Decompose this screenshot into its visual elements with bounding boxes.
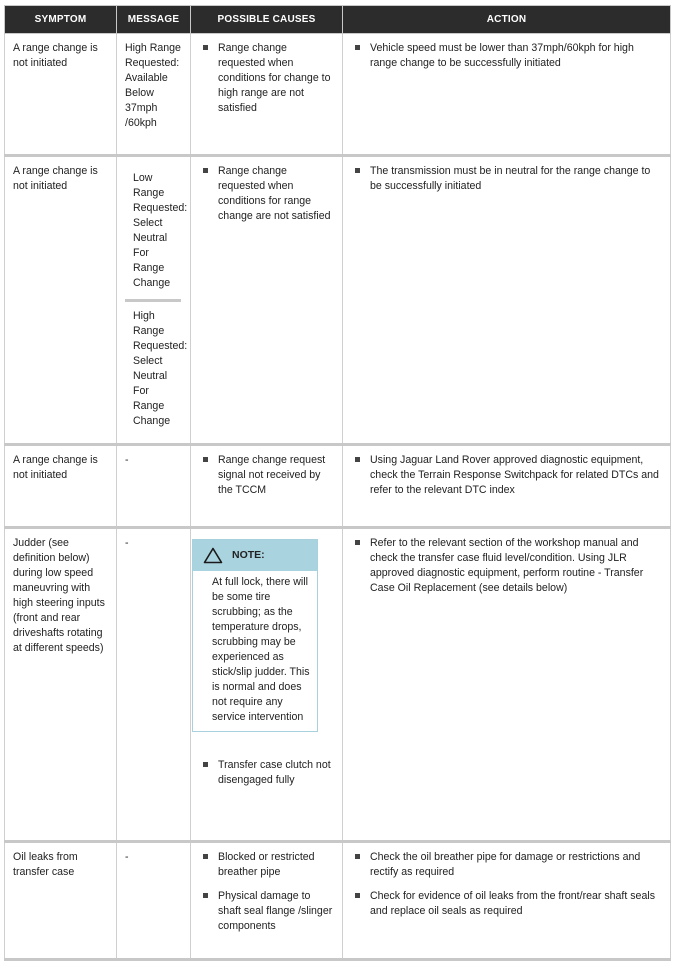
action-cell	[343, 34, 671, 156]
cause-item: Physical damage to shaft seal flange /slinger components	[199, 889, 333, 934]
cause-item: Blocked or restricted breather pipe	[199, 850, 333, 880]
cause-item: Range change request signal not received by the TCCM	[199, 453, 333, 498]
message-cell: -	[117, 842, 191, 960]
header-message: MESSAGE	[117, 6, 191, 34]
warning-triangle-icon	[203, 547, 223, 564]
cause-item: Range change requested when conditions for change to high range are not satisfied	[199, 41, 333, 116]
causes-cell	[191, 528, 343, 842]
causes-cell	[191, 156, 343, 445]
table-row	[5, 842, 671, 960]
header-possible-causes: POSSIBLE CAUSES	[191, 6, 343, 34]
header-symptom: SYMPTOM	[5, 6, 117, 34]
causes-cell	[191, 34, 343, 156]
header-action: ACTION	[343, 6, 671, 34]
message-cell: High Range Requested: Available Below 37mph /60kph	[117, 34, 191, 156]
header-row	[5, 6, 671, 34]
message-sub-high-range: High Range Requested: Select Neutral For Range Change	[125, 299, 181, 437]
symptom-cell: Judder (see definition below) during low speed maneuvring with high steering inputs (front and rear driveshafts rotating at different speeds)	[5, 528, 117, 842]
table-row	[5, 528, 671, 842]
action-cell	[343, 528, 671, 842]
symptom-cell: A range change is not initiated	[5, 445, 117, 528]
symptom-cell: Oil leaks from transfer case	[5, 842, 117, 960]
cause-item: Transfer case clutch not disengaged fully	[199, 758, 333, 788]
message-cell	[117, 156, 191, 445]
table-row	[5, 445, 671, 528]
note-box	[192, 539, 318, 732]
note-title: NOTE:	[232, 549, 265, 561]
action-item: Using Jaguar Land Rover approved diagnostic equipment, check the Terrain Response Switchpack for related DTCs and refer to the relevant DTC index	[351, 453, 661, 498]
symptom-cell: A range change is not initiated	[5, 34, 117, 156]
action-cell	[343, 156, 671, 445]
message-cell: -	[117, 445, 191, 528]
causes-cell	[191, 445, 343, 528]
causes-cell	[191, 842, 343, 960]
action-item: Check for evidence of oil leaks from the front/rear shaft seals and replace oil seals as required	[351, 889, 661, 919]
action-item: Vehicle speed must be lower than 37mph/60kph for high range change to be successfully initiated	[351, 41, 661, 71]
action-item: Check the oil breather pipe for damage or restrictions and rectify as required	[351, 850, 661, 880]
action-cell	[343, 842, 671, 960]
table-row	[5, 156, 671, 445]
note-header	[193, 540, 317, 571]
action-item: The transmission must be in neutral for the range change to be successfully initiated	[351, 164, 661, 194]
table-row	[5, 34, 671, 156]
symptom-cell: A range change is not initiated	[5, 156, 117, 445]
action-item: Refer to the relevant section of the workshop manual and check the transfer case fluid level/condition. Using JLR approved diagnostic equipment, perform routine - Transfer Case Oil Replacement (see details below)	[351, 536, 661, 596]
message-sub-low-range: Low Range Requested: Select Neutral For Range Change	[133, 172, 188, 289]
cause-item: Range change requested when conditions for range change are not satisfied	[199, 164, 333, 224]
note-text: At full lock, there will be some tire scrubbing; as the temperature drops, scrubbing may be experienced as stick/slip judder. This is normal and does not require any service intervention	[212, 576, 310, 723]
action-cell	[343, 445, 671, 528]
diagnostic-table	[4, 5, 671, 961]
message-cell: -	[117, 528, 191, 842]
